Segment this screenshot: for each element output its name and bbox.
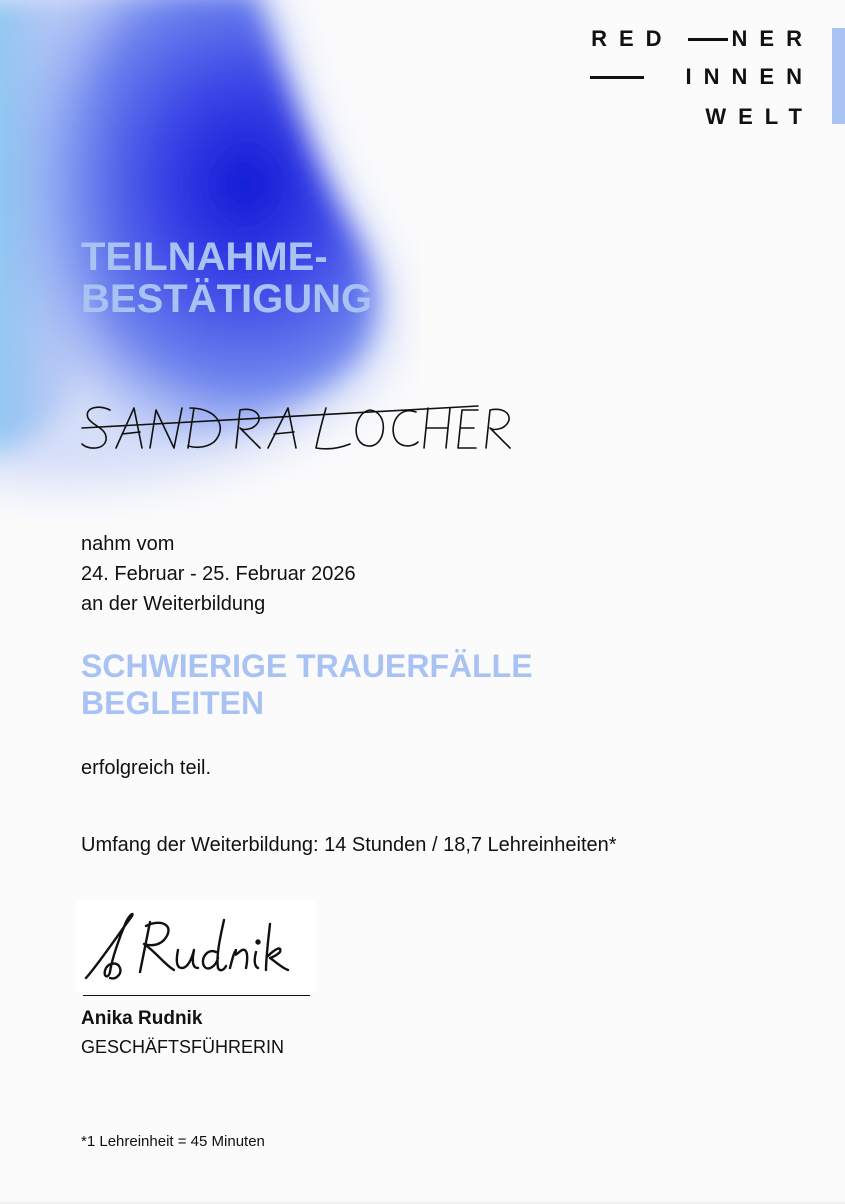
- course-title-line-1: SCHWIERIGE TRAUERFÄLLE: [81, 648, 533, 684]
- logo-text-ner: NER: [731, 26, 814, 51]
- scope-text: Umfang der Weiterbildung: 14 Stunden / 18,7 Lehreinheiten*: [81, 834, 617, 856]
- date-range: 24. Februar - 25. Februar 2026: [81, 563, 356, 585]
- footnote: *1 Lehreinheit = 45 Minuten: [81, 1133, 265, 1150]
- title-line-1: TEILNAHME-: [81, 235, 328, 279]
- intro-text: [81, 529, 356, 619]
- logo-line-3: WELT: [705, 104, 814, 129]
- intro-line-1: nahm vom: [81, 533, 175, 555]
- logo-text-red: RED: [591, 26, 674, 51]
- logo-dash-1: [688, 38, 728, 41]
- title-line-2: BESTÄTIGUNG: [81, 277, 373, 321]
- brand-logo: [588, 24, 814, 129]
- certificate-title: [81, 236, 372, 320]
- success-text: erfolgreich teil.: [81, 757, 212, 779]
- signatory-role: GESCHÄFTSFÜHRERIN: [81, 1037, 285, 1057]
- participant-name-script: [78, 398, 518, 462]
- intro-line-3: an der Weiterbildung: [81, 593, 266, 615]
- logo-dash-2: [590, 76, 644, 79]
- course-title: [81, 648, 533, 722]
- handwritten-signature: [80, 902, 300, 988]
- course-title-line-2: BEGLEITEN: [81, 685, 265, 721]
- signatory-name: Anika Rudnik: [81, 1008, 203, 1029]
- signature-line: [83, 995, 310, 996]
- edge-accent-bar: [832, 28, 845, 124]
- logo-line-2: INNEN: [685, 64, 814, 89]
